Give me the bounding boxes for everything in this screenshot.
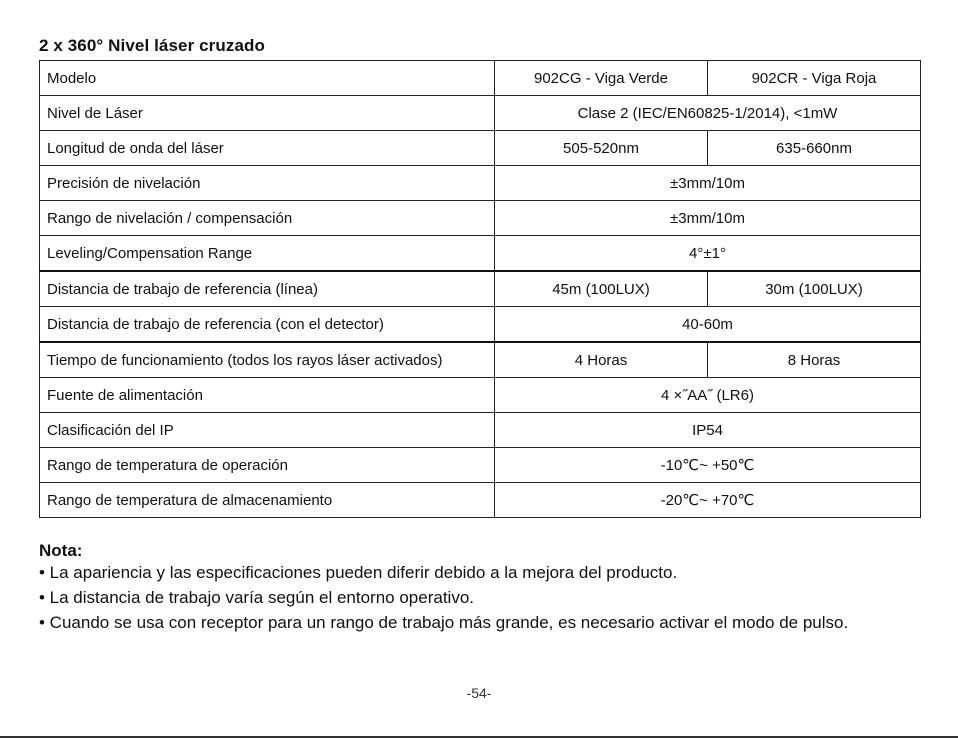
row-label: Tiempo de funcionamiento (todos los rayos láser activados) [40, 342, 495, 378]
note-item: • La apariencia y las especificaciones pueden diferir debido a la mejora del producto. [39, 563, 678, 582]
cell-value: 902CG - Viga Verde [495, 61, 708, 96]
table-row-fuente-alimentacion [40, 378, 921, 413]
cell-value: 45m (100LUX) [495, 271, 708, 307]
table-row-distancia-detector [40, 307, 921, 343]
table-row-nivel-laser [40, 96, 921, 131]
table-row-rango-nivelacion [40, 201, 921, 236]
cell-value: 902CR - Viga Roja [708, 61, 921, 96]
note-heading: Nota: [39, 541, 83, 560]
table-row-distancia-linea [40, 271, 921, 307]
row-label: Modelo [40, 61, 495, 96]
cell-value: 635-660nm [708, 131, 921, 166]
table-row-longitud-onda [40, 131, 921, 166]
cell-value: -10℃~ +50℃ [495, 448, 921, 483]
row-label: Distancia de trabajo de referencia (línea) [40, 271, 495, 307]
row-label: Rango de temperatura de almacenamiento [40, 483, 495, 518]
cell-value: ±3mm/10m [495, 201, 921, 236]
row-label: Clasificación del IP [40, 413, 495, 448]
table-row-clasificacion-ip [40, 413, 921, 448]
note-list [39, 562, 919, 637]
note-item: • Cuando se usa con receptor para un rango de trabajo más grande, es necesario activar el modo de pulso. [39, 613, 849, 632]
row-label: Leveling/Compensation Range [40, 236, 495, 272]
note-item: • La distancia de trabajo varía según el entorno operativo. [39, 588, 475, 607]
cell-value: 4°±1° [495, 236, 921, 272]
row-label: Distancia de trabajo de referencia (con el detector) [40, 307, 495, 343]
row-label: Nivel de Láser [40, 96, 495, 131]
table-row-modelo [40, 61, 921, 96]
row-label: Rango de temperatura de operación [40, 448, 495, 483]
table-row-temp-almacenamiento [40, 483, 921, 518]
row-label: Rango de nivelación / compensación [40, 201, 495, 236]
cell-value: Clase 2 (IEC/EN60825-1/2014), <1mW [495, 96, 921, 131]
table-row-leveling-range [40, 236, 921, 272]
table-row-temp-operacion [40, 448, 921, 483]
spec-table [39, 60, 921, 518]
cell-value: 8 Horas [708, 342, 921, 378]
cell-value: 40-60m [495, 307, 921, 343]
table-row-tiempo-funcionamiento [40, 342, 921, 378]
row-label: Precisión de nivelación [40, 166, 495, 201]
page-title: 2 x 360° Nivel láser cruzado [39, 36, 265, 55]
cell-value: IP54 [495, 413, 921, 448]
cell-value: ±3mm/10m [495, 166, 921, 201]
cell-value: -20℃~ +70℃ [495, 483, 921, 518]
cell-value: 505-520nm [495, 131, 708, 166]
row-label: Fuente de alimentación [40, 378, 495, 413]
table-row-precision [40, 166, 921, 201]
cell-value: 4 Horas [495, 342, 708, 378]
row-label: Longitud de onda del láser [40, 131, 495, 166]
cell-value: 30m (100LUX) [708, 271, 921, 307]
cell-value: 4 ×˝AA˝ (LR6) [495, 378, 921, 413]
page-number: -54- [466, 685, 492, 701]
